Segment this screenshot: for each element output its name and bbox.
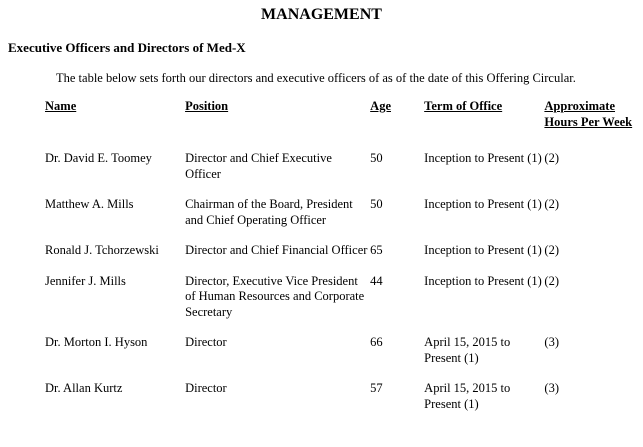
cell-hours: (2): [544, 197, 559, 211]
cell-position: Director, Executive Vice President of Human Resources and Corporate Secretary: [185, 273, 365, 319]
cell-name: Dr. Morton I. Hyson: [45, 335, 148, 349]
cell-position: Chairman of the Board, President and Chief Operating Officer: [185, 197, 353, 227]
cell-term: Inception to Present (1): [424, 243, 542, 257]
cell-term: April 15, 2015 to Present (1): [424, 381, 511, 411]
page-title: MANAGEMENT: [261, 6, 382, 23]
table-row: [42, 381, 643, 427]
table-row: [42, 274, 643, 336]
cell-age: 66: [370, 335, 383, 349]
cell-term: Inception to Present (1): [424, 151, 542, 165]
cell-age: 44: [370, 273, 383, 288]
cell-position: Director and Chief Financial Officer: [185, 243, 368, 257]
cell-name: Jennifer J. Mills: [45, 273, 126, 288]
cell-term: Inception to Present (1): [424, 197, 542, 211]
cell-position: Director: [185, 381, 227, 395]
cell-position: Director: [185, 335, 227, 349]
cell-age: 50: [370, 197, 383, 211]
column-header-age: Age: [370, 99, 391, 113]
cell-term: April 15, 2015 to Present (1): [424, 335, 511, 365]
cell-hours: (3): [544, 381, 559, 395]
section-heading: Executive Officers and Directors of Med-X: [8, 40, 246, 55]
cell-name: Matthew A. Mills: [45, 197, 134, 211]
table-row: [42, 243, 643, 274]
column-header-hours: Approximate Hours Per Week: [544, 99, 633, 129]
cell-age: 57: [370, 381, 383, 395]
cell-term: Inception to Present (1): [424, 273, 542, 288]
cell-age: 50: [370, 151, 383, 165]
cell-name: Ronald J. Tchorzewski: [45, 243, 159, 257]
cell-hours: (3): [544, 335, 559, 349]
management-table: [42, 99, 643, 427]
cell-age: 65: [370, 243, 383, 257]
table-row: [42, 335, 643, 381]
cell-hours: (2): [544, 151, 559, 165]
intro-paragraph: The table below sets forth our directors and executive officers of as of the date of this Offering Circular.: [56, 71, 576, 85]
table-header-row: [42, 99, 643, 151]
table-row: [42, 197, 643, 243]
table-row: [42, 151, 643, 197]
cell-name: Dr. David E. Toomey: [45, 151, 152, 165]
column-header-position: Position: [185, 99, 229, 113]
column-header-term: Term of Office: [424, 99, 503, 113]
cell-name: Dr. Allan Kurtz: [45, 381, 123, 395]
cell-position: Director and Chief Executive Officer: [185, 151, 332, 181]
cell-hours: (2): [544, 273, 559, 288]
column-header-name: Name: [45, 99, 77, 113]
cell-hours: (2): [544, 243, 559, 257]
